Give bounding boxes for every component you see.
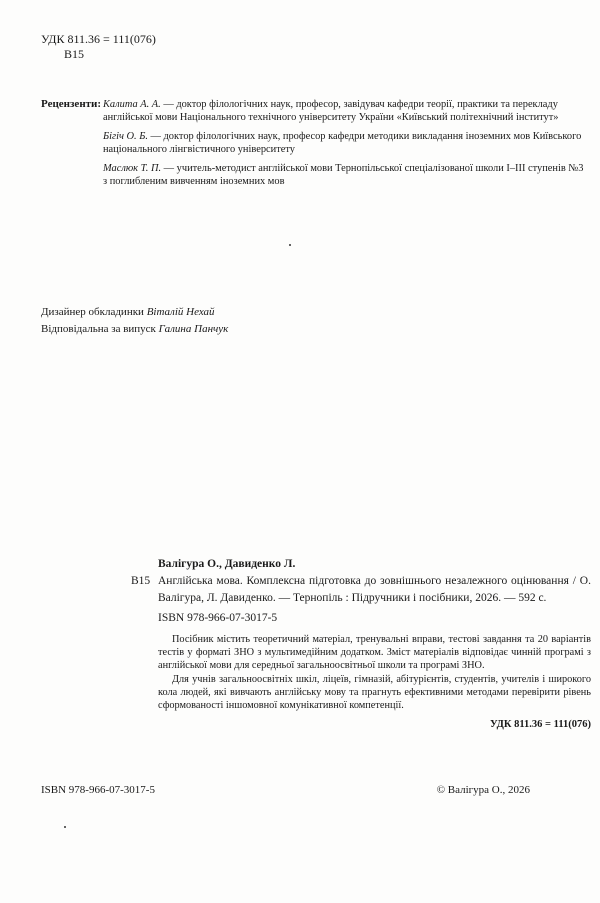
annotation-paragraph-2: Для учнів загальноосвітніх шкіл, ліцеїв, гімназій, абітурієнтів, студентів, учителів і широкого кола людей, які вивчають англійську мову та прагнуть ефективними методами перевірити рівень сформованості іншомовної комунікативної компетенції. — [158, 673, 591, 712]
reviewer-description: — доктор філологічних наук, професор кафедри методики викладання іноземних мов Київського національного лінгвістичного університету — [103, 130, 582, 156]
speck-mark — [289, 244, 291, 246]
footer-copyright: © Валігура О., 2026 — [436, 784, 530, 796]
card-description: Англійська мова. Комплексна підготовка до зовнішнього незалежного оцінювання / О. Валігура, Л. Давиденко. — Тернопіль : Підручники і посібники, 2026. — 592 с. — [158, 575, 591, 604]
card-authors: Валігура О., Давиденко Л. — [158, 558, 296, 570]
designer-line — [41, 304, 228, 321]
bbk-code: В15 — [64, 47, 85, 61]
card-bbk: В15 — [131, 575, 151, 587]
reviewer-3 — [103, 162, 590, 189]
card-isbn: ISBN 978-966-07-3017-5 — [158, 612, 278, 624]
speck-mark — [64, 826, 66, 828]
reviewers-label: Рецензенти: — [41, 98, 102, 110]
credits — [41, 304, 228, 338]
reviewer-1 — [103, 98, 590, 125]
card-description-row — [131, 573, 591, 607]
reviewer-name: Маслюк Т. П. — [103, 162, 162, 174]
catalog-card — [131, 556, 591, 733]
designer-name: Віталій Нехай — [146, 306, 215, 318]
designer-label: Дизайнер обкладинки — [41, 306, 147, 318]
footer-isbn: ISBN 978-966-07-3017-5 — [41, 784, 155, 796]
editor-line — [41, 321, 228, 338]
reviewers-list — [103, 98, 590, 193]
editor-name: Галина Панчук — [158, 323, 229, 335]
reviewer-name: Калита А. А. — [103, 99, 161, 110]
udk-code: УДК 811.36 = 111(076) — [41, 32, 156, 46]
reviewer-name: Бігіч О. Б. — [103, 130, 148, 142]
reviewer-2 — [103, 130, 590, 157]
card-annotation — [131, 633, 591, 712]
reviewer-description: — доктор філологічних наук, професор, завідувач кафедри теорії, практики та перекладу англійської мови Національного технічного університету України «Київський політехнічний інститут» — [103, 99, 559, 124]
annotation-paragraph-1: Посібник містить теоретичний матеріал, тренувальні вправи, тестові завдання та 20 варіантів тестів у форматі ЗНО з мультимедійним додатком. Зміст матеріалів відповідає чинній програмі з англійської мови для середньої загальноосвітньої школи та програмі ЗНО. — [158, 634, 591, 672]
card-udk: УДК 811.36 = 111(076) — [490, 719, 591, 731]
reviewer-description: — учитель-методист англійської мови Тернопільської спеціалізованої школи І–ІІІ ступенів №3 з поглибленим вивченням іноземних мов — [103, 162, 584, 188]
editor-label: Відповідальна за випуск — [41, 323, 159, 335]
udk-header — [41, 32, 156, 62]
